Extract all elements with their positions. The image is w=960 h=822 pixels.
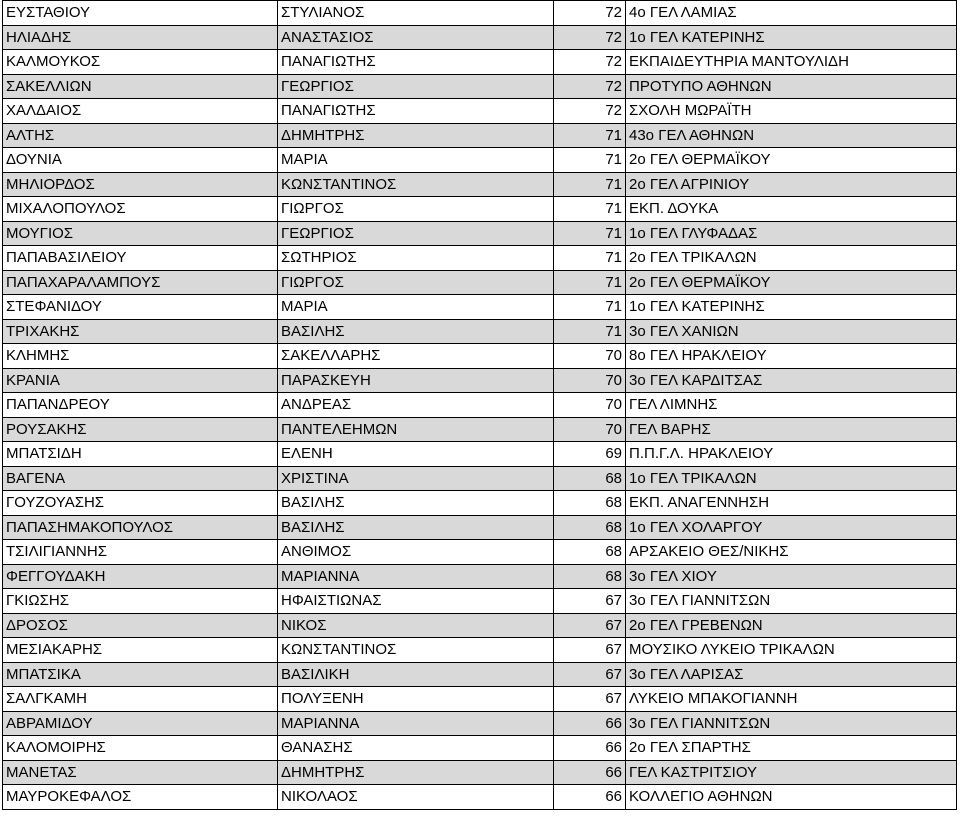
firstname-cell: ΒΑΣΙΛΙΚΗ [278, 662, 554, 687]
school-cell: 1ο ΓΕΛ ΚΑΤΕΡΙΝΗΣ [626, 295, 957, 320]
school-cell: ΓΕΛ ΛΙΜΝΗΣ [626, 393, 957, 418]
surname-cell: ΜΗΛΙΟΡΔΟΣ [3, 172, 278, 197]
table-row [3, 638, 957, 663]
surname-cell: ΡΟΥΣΑΚΗΣ [3, 417, 278, 442]
table-row [3, 74, 957, 99]
score-cell: 66 [554, 711, 626, 736]
firstname-cell: ΣΤΥΛΙΑΝΟΣ [278, 1, 554, 26]
surname-cell: ΧΑΛΔΑΙΟΣ [3, 99, 278, 124]
score-cell: 67 [554, 662, 626, 687]
school-cell: Π.Π.Γ.Λ. ΗΡΑΚΛΕΙΟΥ [626, 442, 957, 467]
firstname-cell: ΝΙΚΟΛΑΟΣ [278, 785, 554, 810]
results-table [2, 0, 957, 810]
school-cell: 2ο ΓΕΛ ΤΡΙΚΑΛΩΝ [626, 246, 957, 271]
results-table-body [3, 1, 957, 810]
firstname-cell: ΘΑΝΑΣΗΣ [278, 736, 554, 761]
score-cell: 67 [554, 589, 626, 614]
school-cell: 1ο ΓΕΛ ΚΑΤΕΡΙΝΗΣ [626, 25, 957, 50]
score-cell: 71 [554, 319, 626, 344]
surname-cell: ΜΕΣΙΑΚΑΡΗΣ [3, 638, 278, 663]
surname-cell: ΜΙΧΑΛΟΠΟΥΛΟΣ [3, 197, 278, 222]
surname-cell: ΜΑΥΡΟΚΕΦΑΛΟΣ [3, 785, 278, 810]
table-row [3, 393, 957, 418]
firstname-cell: ΔΗΜΗΤΡΗΣ [278, 760, 554, 785]
firstname-cell: ΔΗΜΗΤΡΗΣ [278, 123, 554, 148]
score-cell: 72 [554, 25, 626, 50]
school-cell: ΠΡΟΤΥΠΟ ΑΘΗΝΩΝ [626, 74, 957, 99]
table-row [3, 221, 957, 246]
surname-cell: ΠΑΠΑΧΑΡΑΛΑΜΠΟΥΣ [3, 270, 278, 295]
firstname-cell: ΜΑΡΙΑ [278, 295, 554, 320]
score-cell: 70 [554, 368, 626, 393]
school-cell: ΓΕΛ ΒΑΡΗΣ [626, 417, 957, 442]
surname-cell: ΣΑΚΕΛΛΙΩΝ [3, 74, 278, 99]
score-cell: 68 [554, 491, 626, 516]
school-cell: 2ο ΓΕΛ ΓΡΕΒΕΝΩΝ [626, 613, 957, 638]
table-row [3, 662, 957, 687]
school-cell: 3ο ΓΕΛ ΛΑΡΙΣΑΣ [626, 662, 957, 687]
firstname-cell: ΜΑΡΙΑΝΝΑ [278, 711, 554, 736]
table-row [3, 344, 957, 369]
score-cell: 71 [554, 197, 626, 222]
table-row [3, 760, 957, 785]
firstname-cell: ΑΝΔΡΕΑΣ [278, 393, 554, 418]
school-cell: 4ο ΓΕΛ ΛΑΜΙΑΣ [626, 1, 957, 26]
table-row [3, 50, 957, 75]
table-row [3, 491, 957, 516]
firstname-cell: ΓΕΩΡΓΙΟΣ [278, 221, 554, 246]
score-cell: 66 [554, 785, 626, 810]
surname-cell: ΣΑΛΓΚΑΜΗ [3, 687, 278, 712]
school-cell: 3ο ΓΕΛ ΧΑΝΙΩΝ [626, 319, 957, 344]
table-row [3, 148, 957, 173]
firstname-cell: ΓΕΩΡΓΙΟΣ [278, 74, 554, 99]
firstname-cell: ΕΛΕΝΗ [278, 442, 554, 467]
firstname-cell: ΑΝΑΣΤΑΣΙΟΣ [278, 25, 554, 50]
score-cell: 68 [554, 540, 626, 565]
surname-cell: ΗΛΙΑΔΗΣ [3, 25, 278, 50]
score-cell: 71 [554, 246, 626, 271]
school-cell: ΕΚΠΑΙΔΕΥΤΗΡΙΑ ΜΑΝΤΟΥΛΙΔΗ [626, 50, 957, 75]
firstname-cell: ΝΙΚΟΣ [278, 613, 554, 638]
table-row [3, 197, 957, 222]
school-cell: 1ο ΓΕΛ ΓΛΥΦΑΔΑΣ [626, 221, 957, 246]
firstname-cell: ΚΩΝΣΤΑΝΤΙΝΟΣ [278, 638, 554, 663]
school-cell: ΛΥΚΕΙΟ ΜΠΑΚΟΓΙΑΝΝΗ [626, 687, 957, 712]
surname-cell: ΤΣΙΛΙΓΙΑΝΝΗΣ [3, 540, 278, 565]
table-row [3, 687, 957, 712]
surname-cell: ΠΑΠΑΣΗΜΑΚΟΠΟΥΛΟΣ [3, 515, 278, 540]
firstname-cell: ΗΦΑΙΣΤΙΩΝΑΣ [278, 589, 554, 614]
school-cell: ΑΡΣΑΚΕΙΟ ΘΕΣ/ΝΙΚΗΣ [626, 540, 957, 565]
score-cell: 71 [554, 172, 626, 197]
score-cell: 68 [554, 466, 626, 491]
score-cell: 71 [554, 123, 626, 148]
table-row [3, 319, 957, 344]
surname-cell: ΚΑΛΟΜΟΙΡΗΣ [3, 736, 278, 761]
table-row [3, 466, 957, 491]
school-cell: ΓΕΛ ΚΑΣΤΡΙΤΣΙΟΥ [626, 760, 957, 785]
score-cell: 66 [554, 760, 626, 785]
score-cell: 70 [554, 344, 626, 369]
table-row [3, 442, 957, 467]
school-cell: ΚΟΛΛΕΓΙΟ ΑΘΗΝΩΝ [626, 785, 957, 810]
score-cell: 66 [554, 736, 626, 761]
score-cell: 68 [554, 564, 626, 589]
surname-cell: ΚΛΗΜΗΣ [3, 344, 278, 369]
firstname-cell: ΧΡΙΣΤΙΝΑ [278, 466, 554, 491]
school-cell: 2ο ΓΕΛ ΑΓΡΙΝΙΟΥ [626, 172, 957, 197]
score-cell: 68 [554, 515, 626, 540]
firstname-cell: ΑΝΘΙΜΟΣ [278, 540, 554, 565]
score-cell: 72 [554, 1, 626, 26]
score-cell: 71 [554, 295, 626, 320]
firstname-cell: ΒΑΣΙΛΗΣ [278, 319, 554, 344]
table-row [3, 25, 957, 50]
firstname-cell: ΚΩΝΣΤΑΝΤΙΝΟΣ [278, 172, 554, 197]
firstname-cell: ΣΩΤΗΡΙΟΣ [278, 246, 554, 271]
surname-cell: ΠΑΠΑΒΑΣΙΛΕΙΟΥ [3, 246, 278, 271]
surname-cell: ΜΠΑΤΣΙΚΑ [3, 662, 278, 687]
surname-cell: ΜΟΥΓΙΟΣ [3, 221, 278, 246]
firstname-cell: ΒΑΣΙΛΗΣ [278, 515, 554, 540]
table-row [3, 613, 957, 638]
firstname-cell: ΠΟΛΥΞΕΝΗ [278, 687, 554, 712]
firstname-cell: ΜΑΡΙΑ [278, 148, 554, 173]
score-cell: 67 [554, 687, 626, 712]
firstname-cell: ΠΑΝΑΓΙΩΤΗΣ [278, 50, 554, 75]
school-cell: 2ο ΓΕΛ ΘΕΡΜΑΪΚΟΥ [626, 270, 957, 295]
table-row [3, 123, 957, 148]
school-cell: ΕΚΠ. ΑΝΑΓΕΝΝΗΣΗ [626, 491, 957, 516]
score-cell: 72 [554, 50, 626, 75]
surname-cell: ΔΟΥΝΙΑ [3, 148, 278, 173]
surname-cell: ΣΤΕΦΑΝΙΔΟΥ [3, 295, 278, 320]
surname-cell: ΕΥΣΤΑΘΙΟΥ [3, 1, 278, 26]
school-cell: ΕΚΠ. ΔΟΥΚΑ [626, 197, 957, 222]
score-cell: 67 [554, 638, 626, 663]
table-row [3, 1, 957, 26]
firstname-cell: ΓΙΩΡΓΟΣ [278, 270, 554, 295]
surname-cell: ΒΑΓΕΝΑ [3, 466, 278, 491]
table-row [3, 564, 957, 589]
surname-cell: ΚΑΛΜΟΥΚΟΣ [3, 50, 278, 75]
firstname-cell: ΒΑΣΙΛΗΣ [278, 491, 554, 516]
surname-cell: ΓΚΙΩΣΗΣ [3, 589, 278, 614]
table-row [3, 368, 957, 393]
surname-cell: ΑΒΡΑΜΙΔΟΥ [3, 711, 278, 736]
firstname-cell: ΠΑΝΑΓΙΩΤΗΣ [278, 99, 554, 124]
school-cell: 3ο ΓΕΛ ΧΙΟΥ [626, 564, 957, 589]
firstname-cell: ΜΑΡΙΑΝΝΑ [278, 564, 554, 589]
score-cell: 69 [554, 442, 626, 467]
school-cell: 2ο ΓΕΛ ΘΕΡΜΑΪΚΟΥ [626, 148, 957, 173]
surname-cell: ΑΛΤΗΣ [3, 123, 278, 148]
surname-cell: ΠΑΠΑΝΔΡΕΟΥ [3, 393, 278, 418]
score-cell: 71 [554, 221, 626, 246]
table-row [3, 295, 957, 320]
table-row [3, 417, 957, 442]
surname-cell: ΓΟΥΖΟΥΑΣΗΣ [3, 491, 278, 516]
table-row [3, 589, 957, 614]
school-cell: 43ο ΓΕΛ ΑΘΗΝΩΝ [626, 123, 957, 148]
firstname-cell: ΠΑΝΤΕΛΕΗΜΩΝ [278, 417, 554, 442]
school-cell: 8ο ΓΕΛ ΗΡΑΚΛΕΙΟΥ [626, 344, 957, 369]
firstname-cell: ΠΑΡΑΣΚΕΥΗ [278, 368, 554, 393]
table-row [3, 711, 957, 736]
score-cell: 72 [554, 99, 626, 124]
table-row [3, 172, 957, 197]
table-row [3, 515, 957, 540]
table-row [3, 99, 957, 124]
school-cell: ΜΟΥΣΙΚΟ ΛΥΚΕΙΟ ΤΡΙΚΑΛΩΝ [626, 638, 957, 663]
surname-cell: ΜΑΝΕΤΑΣ [3, 760, 278, 785]
score-cell: 70 [554, 393, 626, 418]
school-cell: 3ο ΓΕΛ ΓΙΑΝΝΙΤΣΩΝ [626, 589, 957, 614]
firstname-cell: ΓΙΩΡΓΟΣ [278, 197, 554, 222]
school-cell: 3ο ΓΕΛ ΚΑΡΔΙΤΣΑΣ [626, 368, 957, 393]
surname-cell: ΤΡΙΧΑΚΗΣ [3, 319, 278, 344]
score-cell: 67 [554, 613, 626, 638]
school-cell: 1ο ΓΕΛ ΧΟΛΑΡΓΟΥ [626, 515, 957, 540]
table-row [3, 785, 957, 810]
surname-cell: ΚΡΑΝΙΑ [3, 368, 278, 393]
table-row [3, 246, 957, 271]
school-cell: 3ο ΓΕΛ ΓΙΑΝΝΙΤΣΩΝ [626, 711, 957, 736]
table-row [3, 540, 957, 565]
table-row [3, 270, 957, 295]
surname-cell: ΦΕΓΓΟΥΔΑΚΗ [3, 564, 278, 589]
school-cell: 2ο ΓΕΛ ΣΠΑΡΤΗΣ [626, 736, 957, 761]
firstname-cell: ΣΑΚΕΛΛΑΡΗΣ [278, 344, 554, 369]
surname-cell: ΔΡΟΣΟΣ [3, 613, 278, 638]
school-cell: 1ο ΓΕΛ ΤΡΙΚΑΛΩΝ [626, 466, 957, 491]
surname-cell: ΜΠΑΤΣΙΔΗ [3, 442, 278, 467]
school-cell: ΣΧΟΛΗ ΜΩΡΑΪΤΗ [626, 99, 957, 124]
table-row [3, 736, 957, 761]
score-cell: 71 [554, 270, 626, 295]
score-cell: 72 [554, 74, 626, 99]
score-cell: 71 [554, 148, 626, 173]
score-cell: 70 [554, 417, 626, 442]
